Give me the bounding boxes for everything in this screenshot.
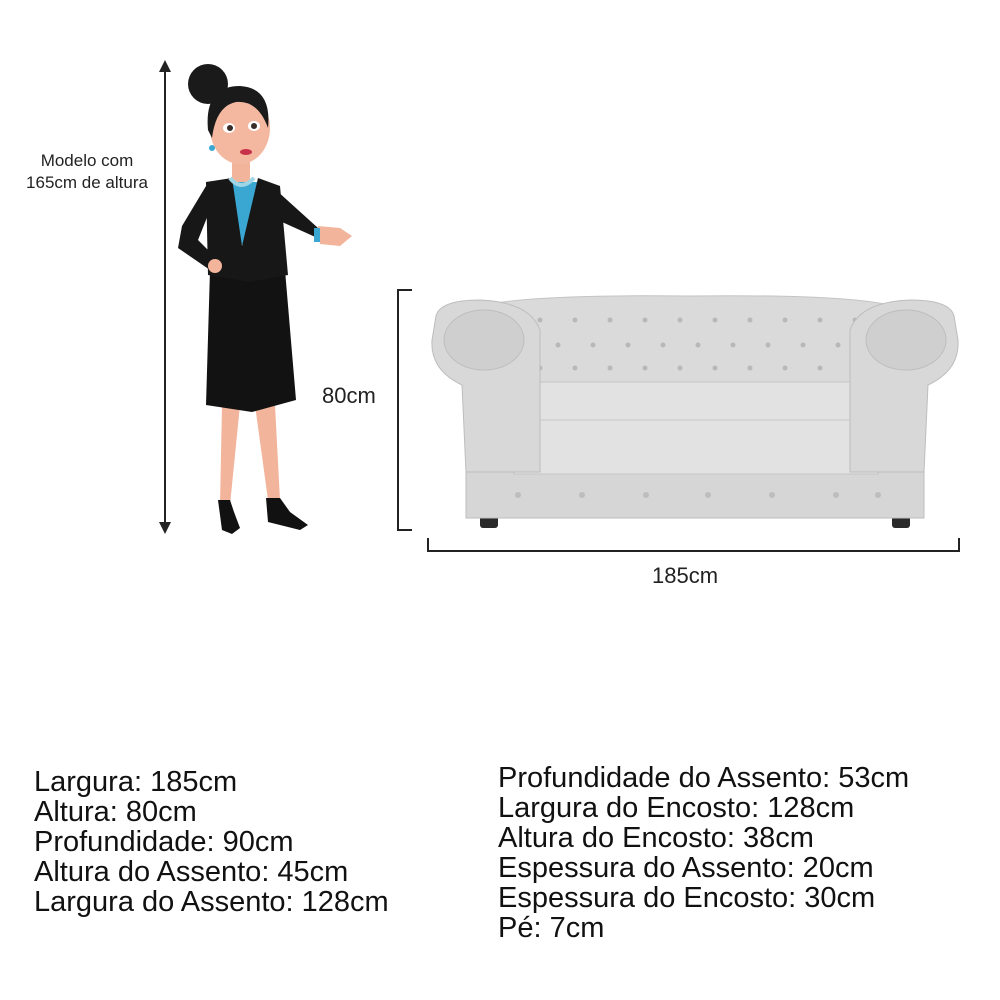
spec-espessura-assento: Espessura do Assento: 20cm [498,852,874,884]
spec-largura: Largura: 185cm [34,766,238,798]
model-height-caption [12,150,162,194]
spec-altura-assento: Altura do Assento: 45cm [34,856,349,888]
spec-altura: Altura: 80cm [34,796,197,828]
model-caption-line2: 165cm de altura [26,173,148,192]
model-caption-line1: Modelo com [40,151,134,170]
model-height-arrow [159,60,171,534]
spec-espessura-encosto: Espessura do Encosto: 30cm [498,882,876,914]
spec-altura-encosto: Altura do Encosto: 38cm [498,822,814,854]
woman-model-figure [178,64,352,534]
sofa-height-bracket [398,290,412,530]
sofa-height-label: 80cm [322,383,376,408]
spec-pe: Pé: 7cm [498,912,605,944]
specs-right-column [498,763,909,943]
chesterfield-sofa [432,296,958,528]
spec-largura-encosto: Largura do Encosto: 128cm [498,792,855,824]
sofa-width-label: 185cm [652,563,719,588]
spec-largura-assento: Largura do Assento: 128cm [34,886,389,918]
spec-profundidade-assento: Profundidade do Assento: 53cm [498,762,910,794]
specs-left-column [34,767,389,917]
sofa-width-bracket [428,538,959,551]
spec-profundidade: Profundidade: 90cm [34,826,294,858]
